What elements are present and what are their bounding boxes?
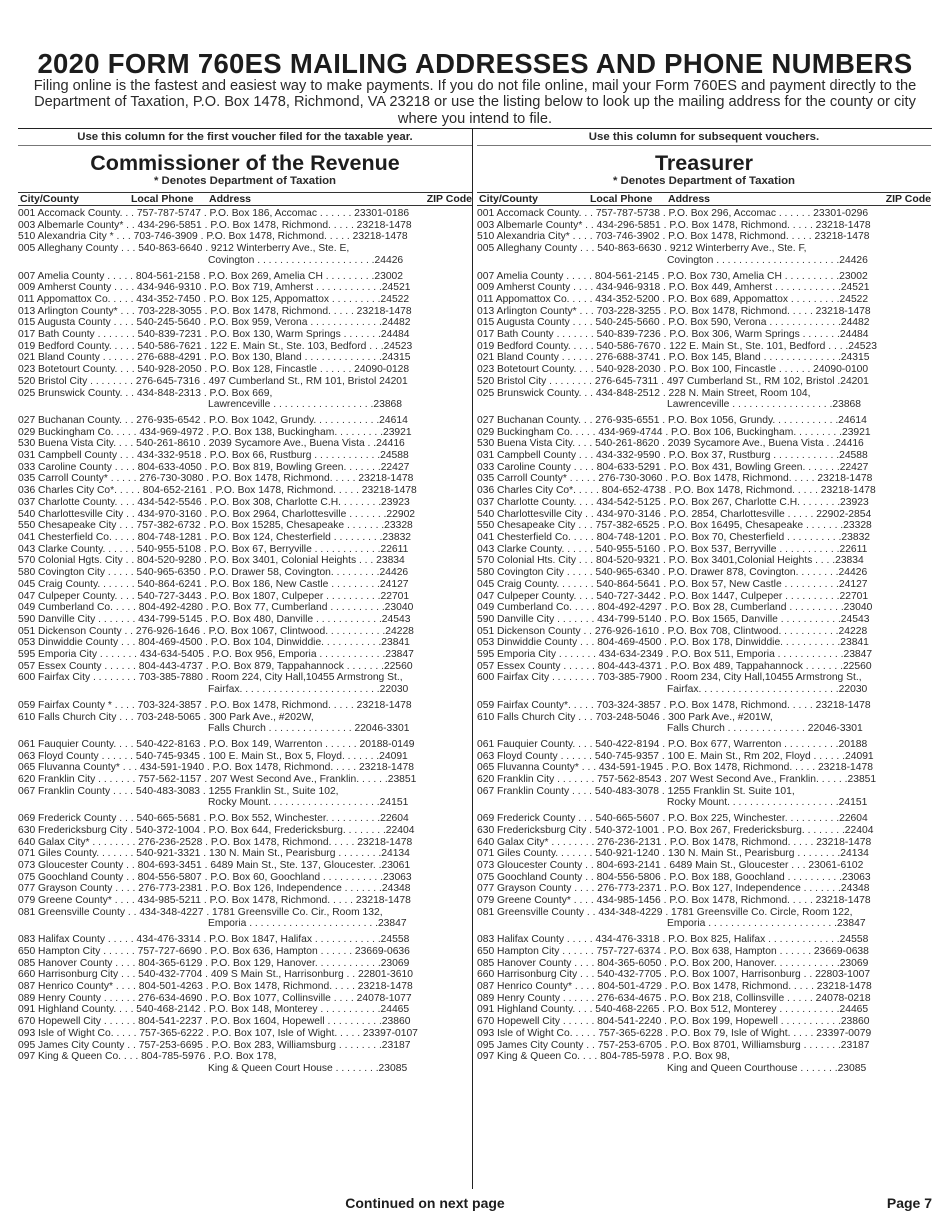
address-row: 079 Greene County* . . . . 434-985-5211 . P.O. Box 1478, Richmond. . . . . 23218-1478	[18, 895, 411, 907]
address-row: 061 Fauquier County. . . . 540-422-8163 . P.O. Box 149, Warrenton . . . . . . 20188-0149	[18, 738, 415, 750]
address-row: 600 Fairfax City . . . . . . . . 703-385-7900 . Room 234, City Hall,10455 Armstrong St.,	[477, 672, 862, 684]
address-row: 650 Hampton City . . . . . . 757-727-6374 . P.O. Box 638, Hampton . . . . . . 23669-0638	[477, 945, 869, 957]
header-city: City/County	[20, 193, 79, 205]
address-row: 019 Bedford County. . . . . 540-586-7670 . 122 E. Main St., Ste. 101, Bedford . . . .24523	[477, 340, 877, 352]
address-row: 023 Botetourt County. . . . 540-928-2050 . P.O. Box 128, Fincastle . . . . . . 24090-0128	[18, 364, 410, 376]
address-row: 530 Buena Vista City. . . . 540-261-8610 . 2039 Sycamore Ave., Buena Vista . .24416	[18, 438, 405, 450]
address-row: 023 Botetourt County. . . . 540-928-2030 . P.O. Box 100, Fincastle . . . . . . 24090-0100	[477, 364, 869, 376]
address-row: 630 Fredericksburg City . 540-372-1004 . P.O. Box 644, Fredericksburg. . . . . . . .22404	[18, 824, 415, 836]
address-row: 033 Caroline County . . . . 804-633-4050 . P.O. Box 819, Bowling Green. . . . . . .22427	[18, 461, 410, 473]
address-row: 001 Accomack County. . . 757-787-5738 . P.O. Box 296, Accomac . . . . . . 23301-0296	[477, 208, 869, 219]
address-row: 590 Danville City . . . . . . . 434-799-5140 . P.O. Box 1565, Danville . . . . . . . . . . .24543	[477, 613, 870, 625]
address-continuation: Rocky Mount. . . . . . . . . . . . . . . . . . . .24151	[667, 797, 868, 809]
address-row: 580 Covington City . . . . . 540-965-6350 . P.O. Drawer 58, Covington. . . . . . . . .24426	[18, 567, 409, 579]
address-row: 520 Bristol City . . . . . . . . 276-645-7316 . 497 Cumberland St., RM 101, Bristol 24201	[18, 375, 408, 387]
address-row: 035 Carroll County* . . . . . 276-730-3060 . P.O. Box 1478, Richmond. . . . . 23218-1478	[477, 473, 873, 485]
address-row: 069 Frederick County . . . 540-665-5681 . P.O. Box 552, Winchester. . . . . . . . . .22604	[18, 813, 409, 825]
address-row: 081 Greensville County . . 434-348-4227 . 1781 Greensville Co. Cir., Room 132,	[18, 906, 383, 918]
address-row: 043 Clarke County. . . . . . 540-955-5160 . P.O. Box 537, Berryville . . . . . . . . . . .22611	[477, 543, 868, 555]
address-row: 640 Galax City* . . . . . . . . 276-236-2528 . P.O. Box 1478, Richmond. . . . . 23218-1478	[18, 836, 413, 848]
address-row: 079 Greene County* . . . . 434-985-1456 . P.O. Box 1478, Richmond. . . . . 23218-1478	[477, 895, 871, 907]
address-row: 093 Isle of Wight Co. . . . . 757-365-6228 . P.O. Box 79, Isle of Wight. . . . . 23397-0079	[477, 1027, 872, 1039]
address-row: 041 Chesterfield Co. . . . . 804-748-1281 . P.O. Box 124, Chesterfield . . . . . . . . .23832	[18, 531, 412, 543]
address-row: 043 Clarke County. . . . . . 540-955-5108 . P.O. Box 67, Berryville . . . . . . . . . . . .22611	[18, 543, 409, 555]
address-row: 036 Charles City Co*. . . . . 804-652-2161 . P.O. Box 1478, Richmond. . . . . 23218-1478	[18, 485, 417, 497]
address-row: 019 Bedford County. . . . . 540-586-7621 . 122 E. Main St., Ste. 103, Bedford . . .24523	[18, 340, 413, 352]
address-row: 021 Bland County . . . . . . 276-688-3741 . P.O. Box 145, Bland . . . . . . . . . . . . . .24315	[477, 352, 870, 364]
address-row: 041 Chesterfield Co. . . . . 804-748-1201 . P.O. Box 70, Chesterfield . . . . . . . . . .23832	[477, 531, 871, 543]
address-row: 570 Colonial Hgts. City . . 804-520-9280 . P.O. Box 3401, Colonial Heights . . . 23834	[18, 555, 405, 567]
header-phone: Local Phone	[590, 193, 653, 205]
address-row: 059 Fairfax County*. . . . . 703-324-3857 . P.O. Box 1478, Richmond. . . . . 23218-1478	[477, 699, 871, 711]
address-row: 510 Alexandria City* . . . . 703-746-3902 . P.O. Box 1478, Richmond. . . . . 23218-1478	[477, 231, 870, 243]
address-row: 550 Chesapeake City . . . 757-382-6732 . P.O. Box 15285, Chesapeake . . . . . . .23328	[18, 520, 413, 532]
address-row: 595 Emporia City . . . . . . . 434-634-2349 . P.O. Box 511, Emporia . . . . . . . . . . . .23847	[477, 649, 873, 661]
address-row: 540 Charlottesville City . . 434-970-3146 . P.O. 2854, Charlottesville . . . . . 22902-2854	[477, 508, 872, 520]
address-row: 003 Albemarle County* . . 434-296-5851 . P.O. Box 1478, Richmond. . . . . 23218-1478	[477, 219, 871, 231]
address-continuation: Emporia . . . . . . . . . . . . . . . . . . . . . . .23847	[667, 918, 866, 930]
column-usage-note: Use this column for subsequent vouchers.	[477, 129, 931, 146]
address-row: 053 Dinwiddie County . . . 804-469-4500 . P.O. Box 178, Dinwiddie. . . . . . . . . . .23841	[477, 637, 869, 649]
address-row: 059 Fairfax County * . . . . 703-324-3857 . P.O. Box 1478, Richmond. . . . . 23218-1478	[18, 699, 412, 711]
address-row: 025 Brunswick County. . . 434-848-2313 . P.O. Box 669,	[18, 387, 273, 399]
address-row: 071 Giles County. . . . . . . 540-921-3321 . 130 N. Main St., Pearisburg . . . . . . . .24134	[18, 848, 410, 860]
address-row: 089 Henry County . . . . . . 276-634-4690 . P.O. Box 1077, Collinsville . . . . 24078-1077	[18, 992, 412, 1004]
denotes-note: * Denotes Department of Taxation	[153, 175, 337, 187]
address-row: 036 Charles City Co*. . . . . 804-652-4738 . P.O. Box 1478, Richmond. . . . . 23218-1478	[477, 485, 876, 497]
address-row: 011 Appomattox Co. . . . . 434-352-7450 . P.O. Box 125, Appomattox . . . . . . . . .24522	[18, 293, 410, 305]
address-row: 650 Hampton City . . . . . . 757-727-6690 . P.O. Box 636, Hampton . . . . . . 23669-0636	[18, 945, 410, 957]
address-row: 077 Grayson County . . . . 276-773-2381 . P.O. Box 126, Independence . . . . . . .24348	[18, 883, 411, 895]
address-continuation: King and Queen Courthouse . . . . . . .23085	[667, 1062, 867, 1074]
address-row: 670 Hopewell City . . . . . . 804-541-2240 . P.O. Box 199, Hopewell . . . . . . . . . . .23860	[477, 1016, 870, 1028]
address-row: 013 Arlington County* . . . 703-228-3055 . P.O. Box 1478, Richmond. . . . . 23218-1478	[18, 305, 412, 317]
address-row: 003 Albemarle County* . . 434-296-5851 . P.O. Box 1478, Richmond. . . . . 23218-1478	[18, 219, 412, 231]
address-row: 009 Amherst County . . . . 434-946-9310 . P.O. Box 719, Amherst . . . . . . . . . . . .24521	[18, 282, 411, 294]
header-address: Address	[668, 193, 711, 205]
address-row: 085 Hanover County . . . . 804-365-6050 . P.O. Box 200, Hanover. . . . . . . . . . . .23069	[477, 957, 869, 969]
address-row: 610 Falls Church City . . . 703-248-5046 . 300 Park Ave., #201W,	[477, 711, 773, 723]
header-zip: ZIP Code	[885, 193, 931, 205]
address-row: 097 King & Queen Co. . . . 804-785-5976 . P.O. Box 178,	[18, 1051, 277, 1063]
address-row: 595 Emporia City . . . . . . . 434-634-5405 . P.O. Box 956, Emporia . . . . . . . . . . . .23847	[18, 649, 414, 661]
address-row: 027 Buchanan County. . . 276-935-6542 . P.O. Box 1042, Grundy. . . . . . . . . . . .24614	[18, 414, 408, 426]
address-row: 015 Augusta County . . . . 540-245-5660 . P.O. Box 590, Verona . . . . . . . . . . . . .24482	[477, 317, 870, 329]
column-divider	[472, 129, 473, 1189]
address-row: 510 Alexandria City * . . . 703-746-3909 . P.O. Box 1478, Richmond. . . . . 23218-1478	[18, 231, 408, 243]
address-row: 021 Bland County . . . . . . 276-688-4291 . P.O. Box 130, Bland . . . . . . . . . . . . . .24315	[18, 352, 411, 364]
continued-note: Continued on next page	[345, 1195, 505, 1211]
address-continuation: Lawrenceville . . . . . . . . . . . . . . . . . .23868	[667, 399, 862, 411]
page-number: Page 7	[886, 1195, 932, 1211]
address-row: 009 Amherst County . . . . 434-946-9318 . P.O. Box 449, Amherst . . . . . . . . . . . .24521	[477, 282, 870, 294]
denotes-note: * Denotes Department of Taxation	[612, 175, 796, 187]
address-row: 077 Grayson County . . . . 276-773-2371 . P.O. Box 127, Independence . . . . . . .24348	[477, 883, 870, 895]
address-row: 057 Essex County . . . . . . 804-443-4737 . P.O. Box 879, Tappahannock . . . . . . .22560	[18, 660, 413, 672]
address-row: 063 Floyd County . . . . . . 540-745-9345 . 100 E. Main St., Box 5, Floyd. . . . . . .24091	[18, 750, 408, 762]
address-continuation: Falls Church . . . . . . . . . . . . . . 22046-3301	[667, 723, 863, 735]
address-row: 047 Culpeper County. . . . 540-727-3442 . P.O. Box 1447, Culpeper . . . . . . . . . .22701	[477, 590, 869, 602]
address-list	[18, 208, 472, 1075]
address-row: 095 James City County . . 757-253-6695 . P.O. Box 283, Williamsburg . . . . . . . .23187	[18, 1039, 411, 1051]
address-row: 091 Highland County. . . . 540-468-2142 . P.O. Box 148, Monterey . . . . . . . . . . .24465	[18, 1004, 410, 1016]
address-row: 083 Halifax County . . . . . 434-476-3314 . P.O. Box 1847, Halifax . . . . . . . . . . . .24558	[18, 934, 410, 946]
address-row: 091 Highland County. . . . 540-468-2265 . P.O. Box 512, Monterey . . . . . . . . . . .24465	[477, 1004, 869, 1016]
address-row: 001 Accomack County. . . 757-787-5747 . P.O. Box 186, Accomac . . . . . . 23301-0186	[18, 208, 410, 219]
address-row: 037 Charlotte County. . . . 434-542-5125 . P.O. Box 267, Charlotte C.H. . . . . . . .23923	[477, 496, 869, 508]
intro-paragraph: Filing online is the fastest and easiest way to make payments. If you do not file online, mail your Form 760ES and payment directly to the Department of Taxation, P.O. Box 1478, Richmond, VA 23218 or use the listing below to look up the mailing address for the county or city where you intend to file.	[33, 78, 917, 127]
address-row: 083 Halifax County . . . . . 434-476-3318 . P.O. Box 825, Halifax . . . . . . . . . . . . .24558	[477, 934, 869, 946]
address-row: 620 Franklin City . . . . . . . 757-562-1157 . 207 West Second Ave., Franklin. . . . . .23851	[18, 774, 417, 786]
address-row: 600 Fairfax City . . . . . . . . 703-385-7880 . Room 224, City Hall,10455 Armstrong St.,	[18, 672, 403, 684]
address-row: 049 Cumberland Co. . . . . 804-492-4297 . P.O. Box 28, Cumberland . . . . . . . . . .23040	[477, 602, 873, 614]
address-row: 075 Goochland County . . 804-556-5806 . P.O. Box 188, Goochland . . . . . . . . . .23063	[477, 871, 871, 883]
address-continuation: Fairfax. . . . . . . . . . . . . . . . . . . . . . . . .22030	[667, 684, 868, 696]
address-row: 035 Carroll County* . . . . . 276-730-3080 . P.O. Box 1478, Richmond. . . . . 23218-1478	[18, 473, 414, 485]
address-row: 065 Fluvanna County* . . . 434-591-1940 . P.O. Box 1478, Richmond. . . . . 23218-1478	[18, 762, 414, 774]
address-row: 031 Campbell County . . . 434-332-9518 . P.O. Box 66, Rustburg . . . . . . . . . . . .24588	[18, 450, 409, 462]
address-row: 045 Craig County. . . . . . . 540-864-5641 . P.O. Box 57, New Castle . . . . . . . . . .24127	[477, 578, 868, 590]
address-row: 085 Hanover County . . . . 804-365-6129 . P.O. Box 129, Hanover. . . . . . . . . . . .23069	[18, 957, 410, 969]
header-phone: Local Phone	[131, 193, 194, 205]
address-row: 089 Henry County . . . . . . 276-634-4675 . P.O. Box 218, Collinsville . . . . . 24078-0218	[477, 992, 871, 1004]
address-row: 580 Covington City . . . . . 540-965-6340 . P.O. Drawer 878, Covington. . . . . . . .24426	[477, 567, 868, 579]
treasurer-column	[477, 129, 931, 1079]
address-continuation: King & Queen Court House . . . . . . . .23085	[208, 1062, 408, 1074]
address-row: 029 Buckingham Co. . . . . 434-969-4972 . P.O. Box 138, Buckingham. . . . . . . . .23921	[18, 426, 412, 438]
address-row: 095 James City County . . 757-253-6705 . P.O. Box 8701, Williamsburg . . . . . . .23187	[477, 1039, 870, 1051]
address-continuation: Covington . . . . . . . . . . . . . . . . . . . . . .24426	[667, 254, 868, 266]
address-row: 660 Harrisonburg City . . . 540-432-7704 . 409 S Main St., Harrisonburg . . 22801-3610	[18, 969, 413, 981]
address-row: 067 Franklin County . . . . 540-483-3083 . 1255 Franklin St., Suite 102,	[18, 785, 339, 797]
address-continuation: Emporia . . . . . . . . . . . . . . . . . . . . . . .23847	[208, 918, 407, 930]
page-title: 2020 FORM 760ES MAILING ADDRESSES AND PHONE NUMBERS	[37, 48, 913, 79]
address-row: 063 Floyd County . . . . . . 540-745-9357 . 100 E. Main St., Rm 202, Floyd . . . . . .24091	[477, 750, 874, 762]
address-row: 081 Greensville County . . 434-348-4229 . 1781 Greensville Co. Circle, Room 122,	[477, 906, 853, 918]
address-row: 051 Dickenson County . . 276-926-1610 . P.O. Box 708, Clintwood. . . . . . . . . . .24228	[477, 625, 868, 637]
office-heading: Treasurer	[654, 151, 753, 175]
address-row: 013 Arlington County* . . . 703-228-3255 . P.O. Box 1478, Richmond. . . . . 23218-1478	[477, 305, 871, 317]
address-row: 027 Buchanan County. . . 276-935-6551 . P.O. Box 1056, Grundy. . . . . . . . . . . .24614	[477, 414, 867, 426]
address-row: 073 Gloucester County . . 804-693-3451 . 6489 Main St., Ste. 137, Gloucester. .23061	[18, 859, 411, 871]
address-row: 570 Colonial Hts. City . . . 804-520-9321 . P.O. Box 3401,Colonial Heights . . . .23834	[477, 555, 864, 567]
address-row: 057 Essex County . . . . . . 804-443-4371 . P.O. Box 489, Tappahannock . . . . . . .22560	[477, 660, 872, 672]
address-row: 017 Bath County . . . . . . . 540-839-7236 . P.O. Box 306, Warm Springs . . . . . . .24484	[477, 329, 869, 341]
address-row: 550 Chesapeake City . . . 757-382-6525 . P.O. Box 16495, Chesapeake . . . . . . .23328	[477, 520, 872, 532]
address-row: 069 Frederick County . . . 540-665-5607 . P.O. Box 225, Winchester. . . . . . . . . .22604	[477, 813, 868, 825]
address-row: 530 Buena Vista City. . . . 540-261-8620 . 2039 Sycamore Ave., Buena Vista . .24416	[477, 438, 864, 450]
address-row: 005 Alleghany County . . . 540-863-6640 . 9212 Winterberry Ave., Ste. E,	[18, 243, 350, 255]
address-row: 037 Charlotte County. . . . 434-542-5546 . P.O. Box 308, Charlotte C.H. . . . . . . .23923	[18, 496, 410, 508]
header-address: Address	[209, 193, 252, 205]
address-row: 053 Dinwiddie County . . . 804-469-4500 . P.O. Box 104, Dinwiddie. . . . . . . . . . .23841	[18, 637, 410, 649]
address-row: 540 Charlottesville City . . 434-970-3160 . P.O. Box 2964, Charlottesville . . . . . . .22902	[18, 508, 416, 520]
column-headers	[18, 192, 472, 206]
header-zip: ZIP Code	[426, 193, 472, 205]
address-row: 071 Giles County. . . . . . . 540-921-1240 . 130 N. Main St., Pearisburg . . . . . . . .24134	[477, 848, 869, 860]
address-row: 087 Henrico County* . . . . 804-501-4263 . P.O. Box 1478, Richmond. . . . . 23218-1478	[18, 981, 413, 992]
address-row: 670 Hopewell City . . . . . . 804-541-2237 . P.O. Box 1604, Hopewell . . . . . . . . . .23860	[18, 1016, 411, 1028]
address-row: 067 Franklin County . . . . 540-483-3078 . 1255 Franklin St. Suite 101,	[477, 785, 795, 797]
address-row: 590 Danville City . . . . . . . 434-799-5145 . P.O. Box 480, Danville . . . . . . . . . . . .24543	[18, 613, 411, 625]
address-row: 610 Falls Church City . . . 703-248-5065 . 300 Park Ave., #202W,	[18, 711, 314, 723]
address-continuation: Falls Church . . . . . . . . . . . . . . . 22046-3301	[208, 723, 410, 735]
address-row: 097 King & Queen Co. . . . 804-785-5978 . P.O. Box 98,	[477, 1051, 730, 1063]
office-heading: Commissioner of the Revenue	[90, 151, 400, 175]
column-headers	[477, 192, 931, 206]
address-row: 620 Franklin City . . . . . . . 757-562-8543 . 207 West Second Ave., Franklin. . . . . .23851	[477, 774, 877, 786]
address-row: 033 Caroline County . . . . 804-633-5291 . P.O. Box 431, Bowling Green. . . . . . .22427	[477, 461, 869, 473]
address-row: 025 Brunswick County. . . 434-848-2512 . 228 N. Main Street, Room 104,	[477, 387, 811, 399]
address-row: 049 Cumberland Co. . . . . 804-492-4280 . P.O. Box 77, Cumberland . . . . . . . . . .23040	[18, 602, 414, 614]
address-row: 011 Appomattox Co. . . . . 434-352-5200 . P.O. Box 689, Appomattox . . . . . . . . .24522	[477, 293, 869, 305]
address-row: 031 Campbell County . . . 434-332-9590 . P.O. Box 37, Rustburg . . . . . . . . . . . .24588	[477, 450, 868, 462]
address-list	[477, 208, 931, 1075]
address-row: 029 Buckingham Co. . . . . 434-969-4744 . P.O. Box 106, Buckingham. . . . . . . . .23921	[477, 426, 871, 438]
address-row: 061 Fauquier County. . . . 540-422-8194 . P.O. Box 677, Warrenton . . . . . . . . . .20188	[477, 738, 868, 750]
address-row: 045 Craig County. . . . . . . 540-864-6241 . P.O. Box 186, New Castle . . . . . . . . .24127	[18, 578, 409, 590]
address-continuation: Fairfax. . . . . . . . . . . . . . . . . . . . . . . . .22030	[208, 684, 409, 696]
address-row: 005 Alleghany County . . . 540-863-6630 . 9212 Winterberry Ave., Ste. F,	[477, 243, 807, 255]
commissioner-column	[18, 129, 472, 1079]
column-usage-note: Use this column for the first voucher filed for the taxable year.	[18, 129, 472, 146]
address-row: 093 Isle of Wight Co. . . . . 757-365-6222 . P.O. Box 107, Isle of Wight. . . . . 23397-0107	[18, 1027, 418, 1039]
address-row: 007 Amelia County . . . . . 804-561-2145 . P.O. Box 730, Amelia CH . . . . . . . . . .23002	[477, 270, 868, 282]
address-row: 073 Gloucester County . . 804-693-2141 . 6489 Main St., Gloucester . . . 23061-6102	[477, 859, 864, 871]
address-continuation: Lawrenceville . . . . . . . . . . . . . . . . . .23868	[208, 399, 403, 411]
address-row: 640 Galax City* . . . . . . . . 276-236-2131 . P.O. Box 1478, Richmond. . . . . 23218-1478	[477, 836, 872, 848]
address-row: 660 Harrisonburg City . . . 540-432-7705 . P.O. Box 1007, Harrisonburg . . 22803-1007	[477, 969, 871, 981]
address-row: 051 Dickenson County . . 276-926-1646 . P.O. Box 1067, Clintwood. . . . . . . . . . .24228	[18, 625, 414, 637]
address-row: 047 Culpeper County. . . . 540-727-3443 . P.O. Box 1807, Culpeper . . . . . . . . . .22701	[18, 590, 410, 602]
address-row: 017 Bath County . . . . . . . 540-839-7231 . P.O. Box 130, Warm Springs . . . . . . .24484	[18, 329, 410, 341]
address-row: 007 Amelia County . . . . . 804-561-2158 . P.O. Box 269, Amelia CH . . . . . . . . .23002	[18, 270, 404, 282]
address-continuation: Rocky Mount. . . . . . . . . . . . . . . . . . . .24151	[208, 797, 409, 809]
address-row: 087 Henrico County* . . . . 804-501-4729 . P.O. Box 1478, Richmond. . . . . 23218-1478	[477, 981, 872, 992]
header-city: City/County	[479, 193, 538, 205]
address-row: 520 Bristol City . . . . . . . . 276-645-7311 . 497 Cumberland St., RM 102, Bristol .24201	[477, 375, 869, 387]
address-row: 075 Goochland County . . 804-556-5807 . P.O. Box 60, Goochland . . . . . . . . . . .23063	[18, 871, 412, 883]
address-row: 065 Fluvanna County* . . . 434-591-1945 . P.O. Box 1478, Richmond. . . . . 23218-1478	[477, 762, 873, 774]
address-continuation: Covington . . . . . . . . . . . . . . . . . . . . .24426	[208, 254, 404, 266]
address-row: 630 Fredericksburg City . 540-372-1001 . P.O. Box 267, Fredericksburg. . . . . . . .22404	[477, 824, 874, 836]
address-row: 015 Augusta County . . . . 540-245-5640 . P.O. Box 959, Verona . . . . . . . . . . . . .24482	[18, 317, 411, 329]
